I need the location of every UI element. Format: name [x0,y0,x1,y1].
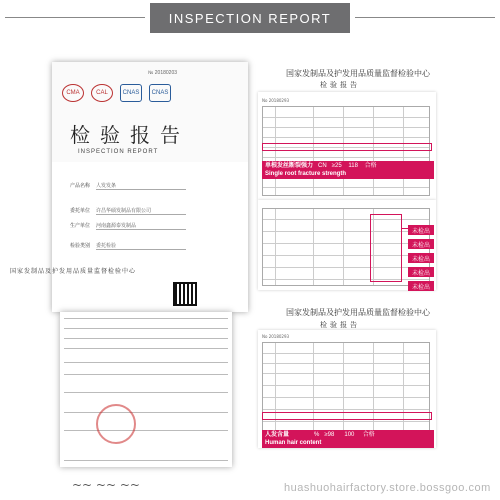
field-category [70,242,186,250]
form-row [64,392,228,393]
fracture-value: 118 [348,163,358,169]
fracture-requirement: ≥25 [331,163,342,169]
hair-content-unit: % [314,432,320,438]
fracture-label-en: Single root fracture strength [265,171,347,177]
page3-report-subtitle: 检验报告 [320,321,360,329]
field-product-value: 人发发条 [96,182,186,190]
field-category-label: 检验类别 [70,243,91,249]
field-producer [70,222,186,230]
field-category-value: 委托检验 [96,242,186,250]
hair-content-label-cn: 人发含量 [265,432,290,438]
cert-logos [62,84,171,102]
page1-table [262,106,430,196]
banner-line-right [355,17,495,18]
undetected-item-2: 未检出 [408,239,434,249]
form-row [64,362,228,363]
undetected-item-4: 未检出 [408,267,434,277]
page3-table [262,342,430,444]
cover-report-no: № 20180203 [148,70,177,76]
fracture-result: 合格 [364,163,377,169]
fracture-unit: CN [318,163,327,169]
undetected-item-3: 未检出 [408,253,434,263]
page3-report-no: No 20180293 [262,334,290,339]
page3-center-title: 国家发制品及护发用品质量监督检验中心 [286,308,430,317]
field-client-value: 许昌华硕发制品有限公司 [96,207,186,215]
hair-content-label-en: Human hair content [265,440,322,446]
form-row [64,374,228,375]
fracture-highlight-box [262,143,432,151]
hair-content-highlight-box [262,412,432,420]
form-row [64,338,228,339]
signature-icon: ~~ ~~ ~~ [72,478,140,492]
form-row [64,348,228,349]
field-product-label: 产品名称 [70,183,91,189]
report-banner: INSPECTION REPORT [150,3,350,33]
qr-code-icon [173,282,197,306]
page1-report-subtitle: 检验报告 [320,81,360,89]
field-producer-label: 生产单位 [70,223,91,229]
cal-logo-icon: CAL [91,84,113,102]
hair-content-value: 100 [344,432,355,438]
info-form-page [60,312,232,467]
hair-content-callout [262,430,434,448]
form-row [64,318,228,319]
form-row [64,460,228,461]
field-client-label: 委托单位 [70,208,91,214]
page1-report-no: No 20180293 [262,98,290,103]
cover-title: 检验报告 [70,123,190,147]
cma-logo-icon: CMA [62,84,84,102]
site-watermark: huashuohairfactory.store.bossgoo.com [284,482,491,494]
field-client [70,207,186,215]
form-row [64,328,228,329]
page2-table [262,208,430,286]
page1-center-title: 国家发制品及护发用品质量监督检验中心 [286,69,430,78]
cnas-logo-icon: CNAS [120,84,142,102]
official-stamp-icon [96,404,136,444]
cnas-logo-icon-2: CNAS [149,84,171,102]
cover-center-name: 国家发制品及护发用品质量监督检验中心 [10,268,137,275]
undetected-highlight-box [370,214,402,282]
form-row [64,412,228,413]
form-row [64,430,228,431]
field-producer-value: 河南鑫源泰发制品 [96,222,186,230]
hair-content-result: 合格 [362,432,375,438]
undetected-item-1: 未检出 [408,225,434,235]
undetected-item-5: 未检出 [408,281,434,291]
cover-subtitle: INSPECTION REPORT [78,149,159,155]
hair-content-requirement: ≥98 [324,432,335,438]
field-product [70,182,186,190]
fracture-strength-callout [262,161,434,179]
banner-line-left [5,17,145,18]
fracture-label-cn: 单根发丝断裂强力 [265,163,314,169]
